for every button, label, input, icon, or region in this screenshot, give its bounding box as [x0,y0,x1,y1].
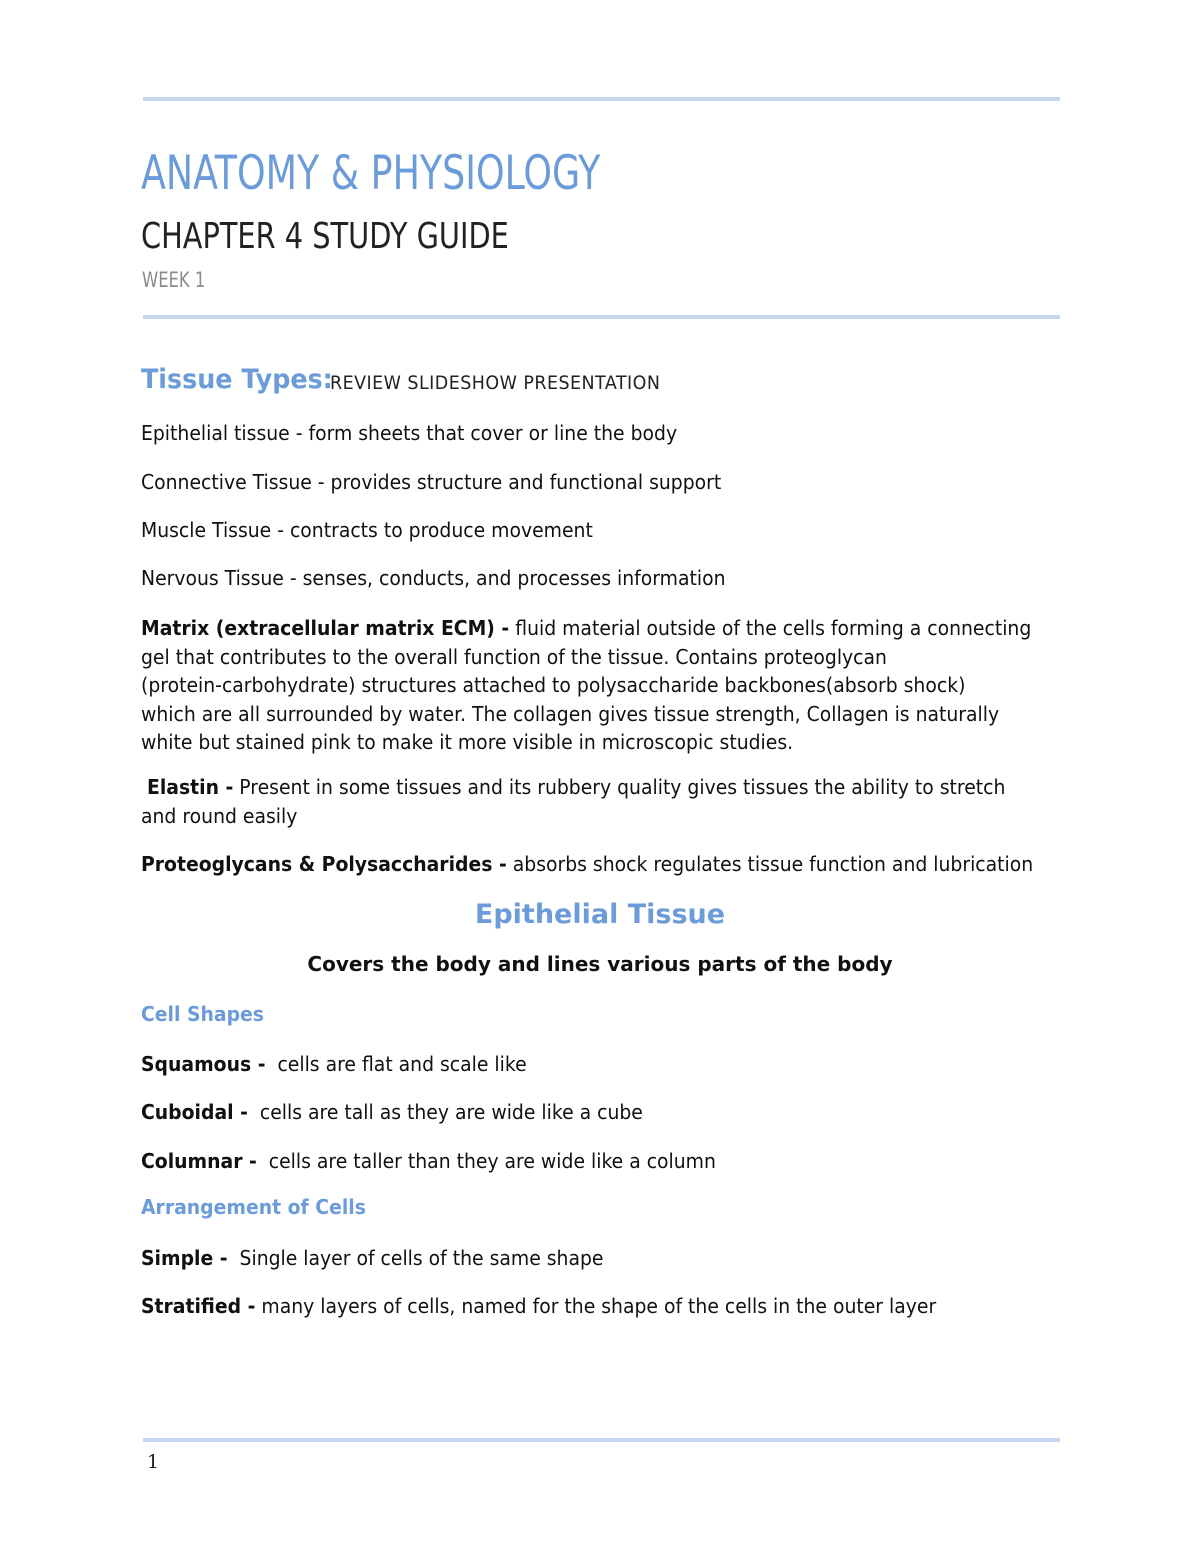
proteoglycans-definition [141,850,1058,879]
proteoglycans-text: absorbs shock regulates tissue function and lubrication [506,852,1034,876]
week-label: WEEK 1 [142,268,206,292]
elastin-term: Elastin - [146,775,234,799]
elastin-text-1: Present in some tissues and its rubbery quality gives tissues the ability to stretch [233,775,1006,799]
footer-rule [143,1438,1060,1442]
document-title: ANATOMY & PHYSIOLOGY [141,146,601,201]
tissue-type-connective: Connective Tissue - provides structure and functional support [141,470,722,494]
epithelial-heading: Epithelial Tissue [474,899,726,930]
shape-squamous [141,1050,527,1079]
matrix-definition [141,614,1058,757]
header-rule [143,315,1060,319]
stratified-term: Stratified - [141,1294,256,1318]
simple-text: Single layer of cells of the same shape [227,1246,604,1270]
arrangement-stratified [141,1292,936,1321]
arrangement-heading: Arrangement of Cells [141,1195,366,1219]
squamous-text: cells are flat and scale like [265,1052,527,1076]
proteoglycans-term: Proteoglycans & Polysaccharides - [141,852,507,876]
tissue-type-muscle: Muscle Tissue - contracts to produce movement [141,518,593,542]
arrangement-simple [141,1244,603,1273]
cuboidal-text: cells are tall as they are wide like a cube [247,1100,643,1124]
stratified-text: many layers of cells, named for the shape of the cells in the outer layer [255,1294,937,1318]
shape-columnar [141,1147,716,1176]
elastin-text-2: and round easily [141,803,298,828]
elastin-definition [141,773,1058,830]
matrix-text-5: white but stained pink to make it more visible in microscopic studies. [141,730,794,754]
matrix-text-4: which are all surrounded by water. The collagen gives tissue strength, Collagen is naturally [141,701,1000,726]
document-subtitle: CHAPTER 4 STUDY GUIDE [141,216,509,257]
tissue-types-note: REVIEW SLIDESHOW PRESENTATION [330,372,661,394]
squamous-term: Squamous - [141,1052,266,1076]
cell-shapes-heading: Cell Shapes [141,1002,264,1026]
page-number: 1 [147,1451,160,1473]
cuboidal-term: Cuboidal - [141,1100,248,1124]
tissue-type-epithelial: Epithelial tissue - form sheets that cover or line the body [141,421,678,445]
matrix-term: Matrix (extracellular matrix ECM) - [141,616,510,640]
epithelial-subheading: Covers the body and lines various parts of the body [307,952,893,976]
tissue-type-nervous: Nervous Tissue - senses, conducts, and processes information [141,566,726,590]
matrix-text-2: gel that contributes to the overall function of the tissue. Contains proteoglycan [141,644,887,669]
matrix-text-1: fluid material outside of the cells forming a connecting [509,616,1032,640]
simple-term: Simple - [141,1246,228,1270]
matrix-text-3: (protein-carbohydrate) structures attached to polysaccharide backbones(absorb shock) [141,673,966,697]
top-rule [143,97,1060,101]
columnar-term: Columnar - [141,1149,257,1173]
tissue-types-heading: Tissue Types: [141,364,333,395]
columnar-text: cells are taller than they are wide like a column [256,1149,716,1173]
shape-cuboidal [141,1098,643,1127]
